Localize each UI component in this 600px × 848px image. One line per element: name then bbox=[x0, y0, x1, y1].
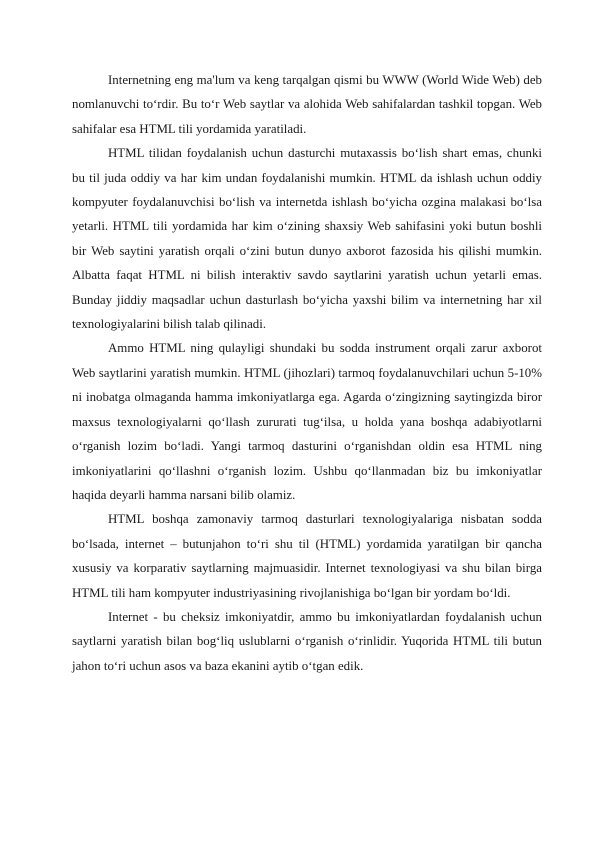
paragraph: Ammo HTML ning qulayligi shundaki bu sodda instrument orqali zarur axborot Web saytlarini yaratish mumkin. HTML (jihozlari) tarmoq foydalanuvchilari uchun 5-10% ni inobatga olmaganda hamma imkoniyatlarga ega. Agarda o‘zingizning saytingizda biror maxsus texnologiyalarni qo‘llash zururati tug‘ilsa, u holda yana boshqa adabiyotlarni o‘rganish lozim bo‘ladi. Yangi tarmoq dasturini o‘rganishdan oldin esa HTML ning imkoniyatlarini qo‘llashni o‘rganish lozim. Ushbu qo‘llanmadan biz bu imkoniyatlar haqida deyarli hamma narsani bilib olamiz. bbox=[72, 341, 542, 502]
paragraph: Internetning eng ma'lum va keng tarqalgan qismi bu WWW (World Wide Web) deb nomlanuvchi to‘rdir. Bu to‘r Web saytlar va alohida Web sahifalardan tashkil topgan. Web sahifalar esa HTML tili yordamida yaratiladi. bbox=[72, 73, 542, 136]
document-body bbox=[72, 68, 542, 678]
paragraph: HTML boshqa zamonaviy tarmoq dasturlari texnologiyalariga nisbatan sodda bo‘lsada, internet – butunjahon to‘ri shu til (HTML) yordamida yaratilgan bir qancha xususiy va korparativ saytlarning majmuasidir. Internet texnologiyasi va shu bilan birga HTML tili ham kompyuter industriyasining rivojlanishiga bo‘lgan bir yordam bo‘ldi. bbox=[72, 512, 542, 600]
paragraph: Internet - bu cheksiz imkoniyatdir, ammo bu imkoniyatlardan foydalanish uchun saytlarni yaratish bilan bog‘liq uslublarni o‘rganish o‘rinlidir. Yuqorida HTML tili butun jahon to‘ri uchun asos va baza ekanini aytib o‘tgan edik. bbox=[72, 609, 542, 673]
paragraph: HTML tilidan foydalanish uchun dasturchi mutaxassis bo‘lish shart emas, chunki bu til juda oddiy va har kim undan foydalanishi mumkin. HTML da ishlash uchun oddiy kompyuter foydalanuvchisi bo‘lish va internetda ishlash bo‘yicha ozgina malakasi bo‘lsa yetarli. HTML tili yordamida har kim o‘zining shaxsiy Web sahifasini yoki butun boshli bir Web saytini yaratish orqali o‘zini butun dunyo axborot fazosida his qilishi mumkin. Albatta faqat HTML ni bilish interaktiv savdo saytlarini yaratish uchun yetarli emas. Bunday jiddiy maqsadlar uchun dasturlash bo‘yicha yaxshi bilim va internetning har xil texnologiyalarini bilish talab qilinadi. bbox=[72, 146, 542, 332]
